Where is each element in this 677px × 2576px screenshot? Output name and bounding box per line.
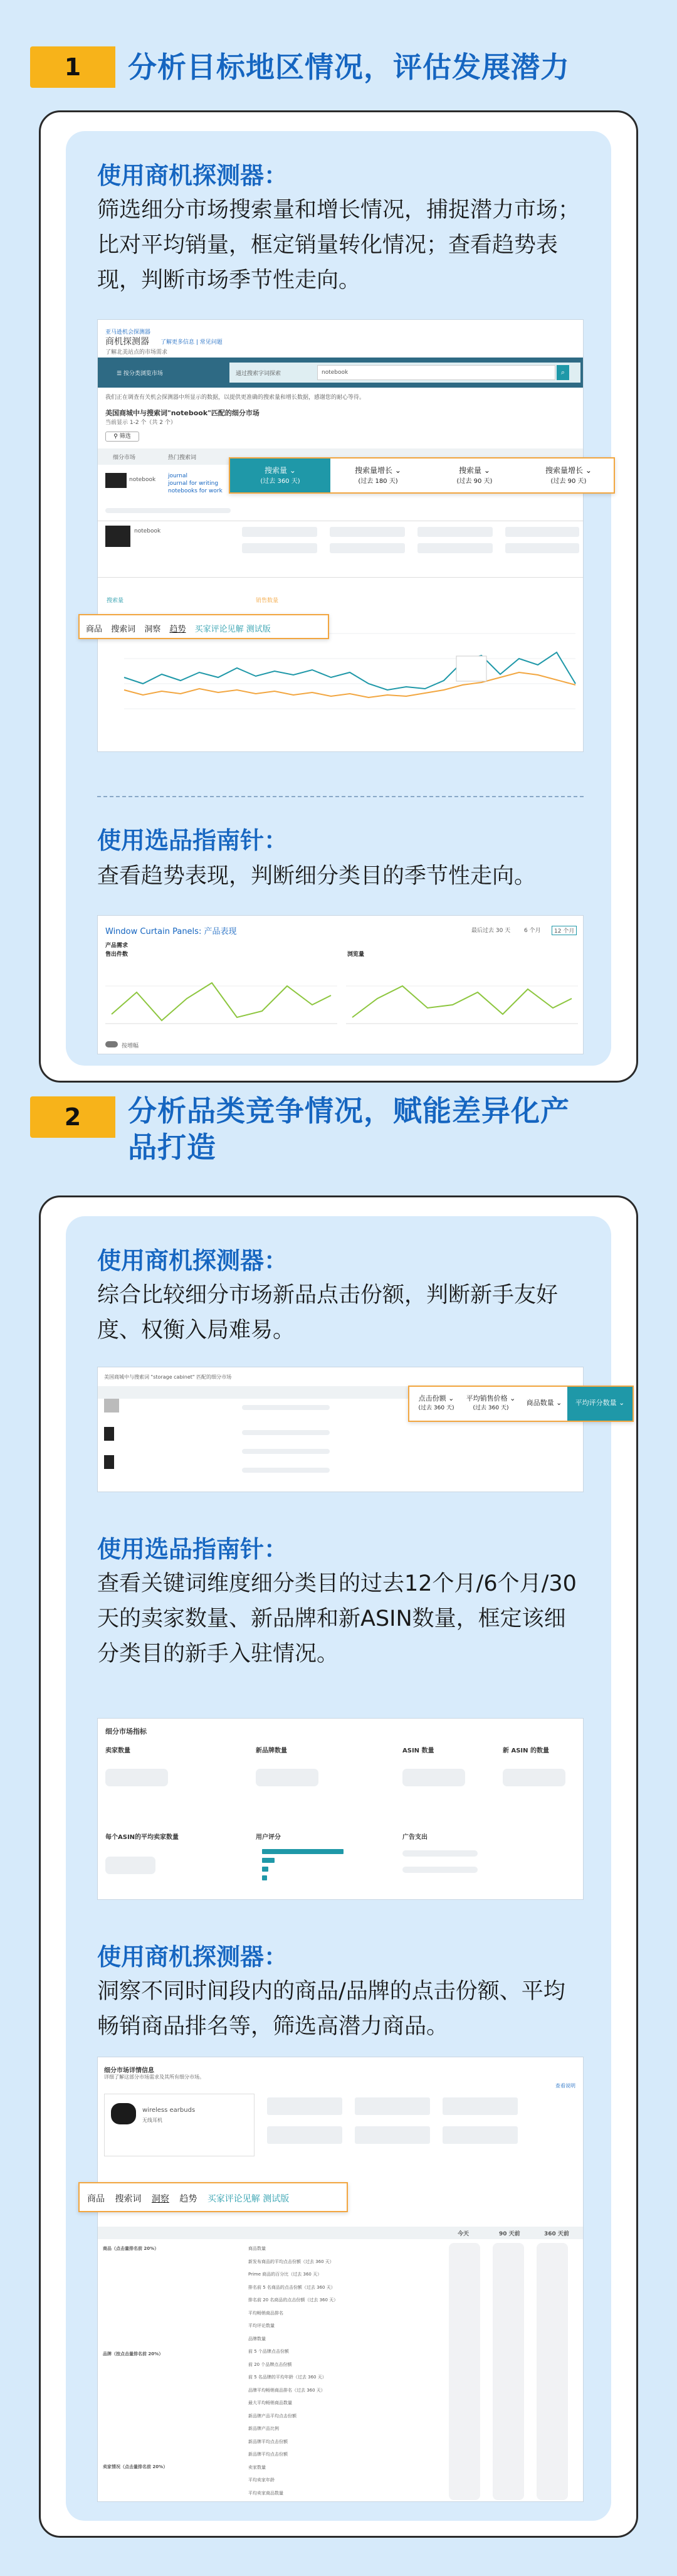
detail-row-label: 新发布商品的平均点击份额（过去 360 天） xyxy=(248,2259,334,2264)
group-sellers: 卖家情况（点击量排名前 20%） xyxy=(103,2464,168,2469)
tab-reviews[interactable]: 买家评论见解 测试版 xyxy=(207,2194,290,2204)
sort-search-volume-90[interactable]: 搜索量 ⌄ (过去 90 天) xyxy=(456,466,493,485)
range-12m[interactable]: 12 个月 xyxy=(552,926,577,935)
niche-details-screenshot xyxy=(97,2057,584,2502)
detail-row-label: Prime 商品的百分比（过去 360 天） xyxy=(248,2272,322,2277)
group-brands: 品牌（按点击量排名前 20%） xyxy=(103,2351,164,2356)
detail-row-label: 前 5 个品牌点击份额 xyxy=(248,2349,289,2354)
search-band xyxy=(98,358,584,388)
detail-row-label: 平均畅销商品排名 xyxy=(248,2310,283,2316)
range-6m[interactable]: 6 个月 xyxy=(524,928,541,934)
metrics-column-highlight xyxy=(229,457,615,494)
col-today: 今天 xyxy=(458,2231,470,2237)
product-sub: 无线耳机 xyxy=(142,2118,162,2123)
legend-search-volume: 搜索量 xyxy=(107,598,124,604)
units-sold-chart xyxy=(105,961,337,1036)
search-volume-line xyxy=(124,652,575,690)
sort-search-growth[interactable]: 搜索量增长 ⌄ (过去 180 天) xyxy=(355,466,401,485)
section-text: 查看趋势表现，判断细分类目的季节性走向。 xyxy=(97,864,537,889)
tab-search-terms[interactable]: 搜索词 xyxy=(111,625,136,634)
subtitle: 了解北美站点的市场需求 xyxy=(105,349,168,356)
col-360d: 360 天前 xyxy=(544,2231,569,2237)
detail-row-label: 新品牌产品平均点击份额 xyxy=(248,2413,297,2419)
page-views-series xyxy=(352,986,572,1017)
detail-row-label: 平均评论数量 xyxy=(248,2323,275,2328)
earbuds-image xyxy=(111,2103,136,2124)
tab-insights[interactable]: 洞察 xyxy=(144,625,161,634)
section-heading: 使用商机探测器： xyxy=(97,1247,288,1275)
metric-rating: 用户评分 xyxy=(256,1834,281,1841)
step-1-card xyxy=(39,110,638,1083)
tab-reviews[interactable]: 买家评论见解 测试版 xyxy=(194,625,271,634)
row-name[interactable]: notebook xyxy=(129,477,156,483)
brand-title: 商机探测器 xyxy=(105,337,149,347)
section-text: 查看关键词维度细分类目的过去12个月/6个月/30天的卖家数量、新品牌和新ASIN数量，框定该细分类目的新手入驻情况。 xyxy=(97,1571,577,1667)
term-2[interactable]: journal for writing xyxy=(168,480,219,487)
view-details-link[interactable]: 查看说明 xyxy=(555,2083,575,2089)
step-2-inner xyxy=(66,1216,625,2521)
detail-row-label: 平均卖家商品数量 xyxy=(248,2490,283,2496)
growth-toggle[interactable] xyxy=(105,1041,118,1047)
tabs-highlight xyxy=(78,2182,348,2212)
detail-row-label: 前 20 个品牌点击份额 xyxy=(248,2361,292,2367)
range-30d[interactable]: 最后过去 30 天 xyxy=(471,928,511,934)
product-guide-screenshot xyxy=(97,915,584,1054)
product-thumb xyxy=(105,526,130,547)
detail-row-label: 排名前 5 名商品的点击份额（过去 360 天） xyxy=(248,2284,335,2290)
detail-row-label: 平均卖家年龄 xyxy=(248,2478,275,2483)
help-links[interactable]: 了解更多信息 | 常见问题 xyxy=(160,339,223,346)
demand-heading: 产品需求 xyxy=(105,943,129,949)
tab-search-terms[interactable]: 搜索词 xyxy=(115,2194,142,2204)
category-menu[interactable]: ☰ 按分类浏览市场 xyxy=(117,371,163,377)
detail-row-label: 新品牌平均点击份额 xyxy=(248,2439,288,2444)
metric-new-asins: 新 ASIN 的数量 xyxy=(503,1747,549,1754)
sort-product-count[interactable]: 商品数量 ⌄ xyxy=(526,1399,562,1407)
results-title: 美国商城中与搜索词"notebook"匹配的细分市场 xyxy=(105,409,260,417)
term-1[interactable]: journal xyxy=(168,473,187,479)
search-label: 通过搜索字词探索 xyxy=(236,371,281,377)
panel-title: Window Curtain Panels: 产品表现 xyxy=(105,927,237,936)
sort-avg-price[interactable]: 平均销售价格 ⌄ (过去 360 天) xyxy=(466,1394,516,1411)
step-2-card xyxy=(39,1195,638,2538)
detail-row-label: 卖家数量 xyxy=(248,2464,266,2470)
col-terms: 热门搜索词 xyxy=(168,455,197,461)
search-icon[interactable]: ⌕ xyxy=(557,365,569,380)
detail-row-label: 最大平均畅销商品数量 xyxy=(248,2400,292,2405)
click-share-highlight xyxy=(408,1386,634,1422)
detail-row-label: 前 5 名品牌的平均年龄（过去 360 天） xyxy=(248,2375,327,2380)
metrics-title: 细分市场指标 xyxy=(105,1727,147,1736)
metric-sellers-per-asin: 每个ASIN的平均卖家数量 xyxy=(105,1834,179,1841)
col-90d: 90 天前 xyxy=(499,2231,520,2237)
metric-ad-spend: 广告支出 xyxy=(402,1834,428,1841)
results-title: 美国商城中与搜索词 "storage cabinet" 匹配的细分市场 xyxy=(104,1374,232,1380)
details-title: 细分市场详情信息 xyxy=(104,2067,154,2074)
detail-row-label: 品牌数量 xyxy=(248,2336,266,2341)
detail-row-label: 商品数量 xyxy=(248,2246,266,2251)
metric-asins: ASIN 数量 xyxy=(402,1747,434,1754)
toggle-label: 按增幅 xyxy=(122,1043,139,1049)
term-3[interactable]: notebooks for work xyxy=(168,488,223,494)
search-input[interactable]: notebook xyxy=(317,365,555,380)
section-heading: 使用选品指南针： xyxy=(97,827,288,854)
units-sold-series xyxy=(112,983,331,1020)
results-count: 当前显示 1-2 个（共 2 个） xyxy=(105,420,176,426)
tab-trends[interactable]: 趋势 xyxy=(169,625,186,634)
detail-row-label: 新品牌平均点击份额 xyxy=(248,2452,288,2457)
detail-row-label: 排名前 20 名商品的点击份额（过去 360 天） xyxy=(248,2298,338,2303)
niche-metrics-screenshot xyxy=(97,1718,584,1900)
product-name: wireless earbuds xyxy=(142,2107,196,2114)
step-title: 分析品类竞争情况，赋能差异化产 品打造 xyxy=(128,1094,570,1164)
page-views-chart xyxy=(346,961,578,1036)
info-alert: 我们正在调查有关机会探测器中所显示的数据，以提供更准确的搜索量和增长数据，感谢您的耐心等待。 xyxy=(105,395,365,401)
product-card xyxy=(104,2094,255,2156)
sort-search-growth-90[interactable]: 搜索量增长 ⌄ (过去 90 天) xyxy=(545,466,592,485)
tabs-highlight xyxy=(78,614,329,639)
section-text: 筛选细分市场搜索量和增长情况，捕捉潜力市场；比对平均销量，框定销量转化情况；查看趋势表现，判断市场季节性走向。 xyxy=(97,198,580,293)
step-1-inner xyxy=(66,131,611,1066)
tab-insights[interactable]: 洞察 xyxy=(151,2194,169,2204)
metric-sellers: 卖家数量 xyxy=(105,1747,130,1754)
section-text: 洞察不同时间段内的商品/品牌的点击份额、平均畅销商品排名等，筛选高潜力商品。 xyxy=(97,1979,565,2039)
group-products: 商品（点击量排名前 20%） xyxy=(103,2246,159,2251)
section-heading: 使用商机探测器： xyxy=(97,162,288,189)
step-number: 1 xyxy=(30,46,115,88)
step-2-header xyxy=(30,1093,647,1164)
detail-row-label: 品牌平均畅销商品排名（过去 360 天） xyxy=(248,2387,325,2393)
section-text: 综合比较细分市场新品点击份额，判断新手友好度、权衡入局难易。 xyxy=(97,1283,559,1343)
sort-search-volume[interactable]: 搜索量 ⌄ (过去 360 天) xyxy=(230,458,330,492)
sort-avg-reviews[interactable]: 平均评分数量 ⌄ xyxy=(567,1387,632,1421)
page-views-label: 浏览量 xyxy=(347,951,365,958)
details-sub: 详细了解这部分市场需求及其所有细分市场。 xyxy=(104,2074,204,2080)
step-title: 分析目标地区情况，评估发展潜力 xyxy=(128,50,570,84)
tab-products[interactable]: 商品 xyxy=(87,2194,105,2204)
filter-button[interactable]: ⚲ 筛选 xyxy=(105,432,139,442)
breadcrumb: 亚马逊机会探测器 xyxy=(105,329,151,336)
section-heading: 使用选品指南针： xyxy=(97,1535,288,1563)
units-sold-label: 售出件数 xyxy=(105,951,129,958)
metric-new-brands: 新品牌数量 xyxy=(256,1747,287,1754)
tab-trends[interactable]: 趋势 xyxy=(179,2194,197,2204)
step-number: 2 xyxy=(30,1096,115,1138)
product-thumb xyxy=(105,473,127,488)
detail-row-label: 新品牌产品比例 xyxy=(248,2426,279,2431)
divider xyxy=(97,796,584,797)
section-heading: 使用商机探测器： xyxy=(97,1943,288,1971)
opportunity-explorer-screenshot: 亚马逊机会探测器 商机探测器 了解更多信息 | 常见问题 了解北美站点的市场需求 ☰ 按分类浏览市场 通过搜索字词探索 notebook ⌕ 我们正在调查有关机会探测器中所显示的数据，以提供更准确的搜索量和增长数据，感谢您的耐心等待。 美国商城中与搜索词"notebook"匹配的细分市场 当前显示 1-2 个（共 2 个） ⚲ 筛选 细分市场 热门搜索词 notebook journal journal for writing notebooks for work notebook 搜索量 销售数量 xyxy=(97,319,584,752)
col-niche: 细分市场 xyxy=(113,455,136,461)
sort-click-share[interactable]: 点击份额 ⌄ (过去 360 天) xyxy=(418,1394,454,1411)
tab-products[interactable]: 商品 xyxy=(86,625,103,634)
legend-units-sold: 销售数量 xyxy=(256,598,279,604)
step-1-header xyxy=(30,43,647,92)
